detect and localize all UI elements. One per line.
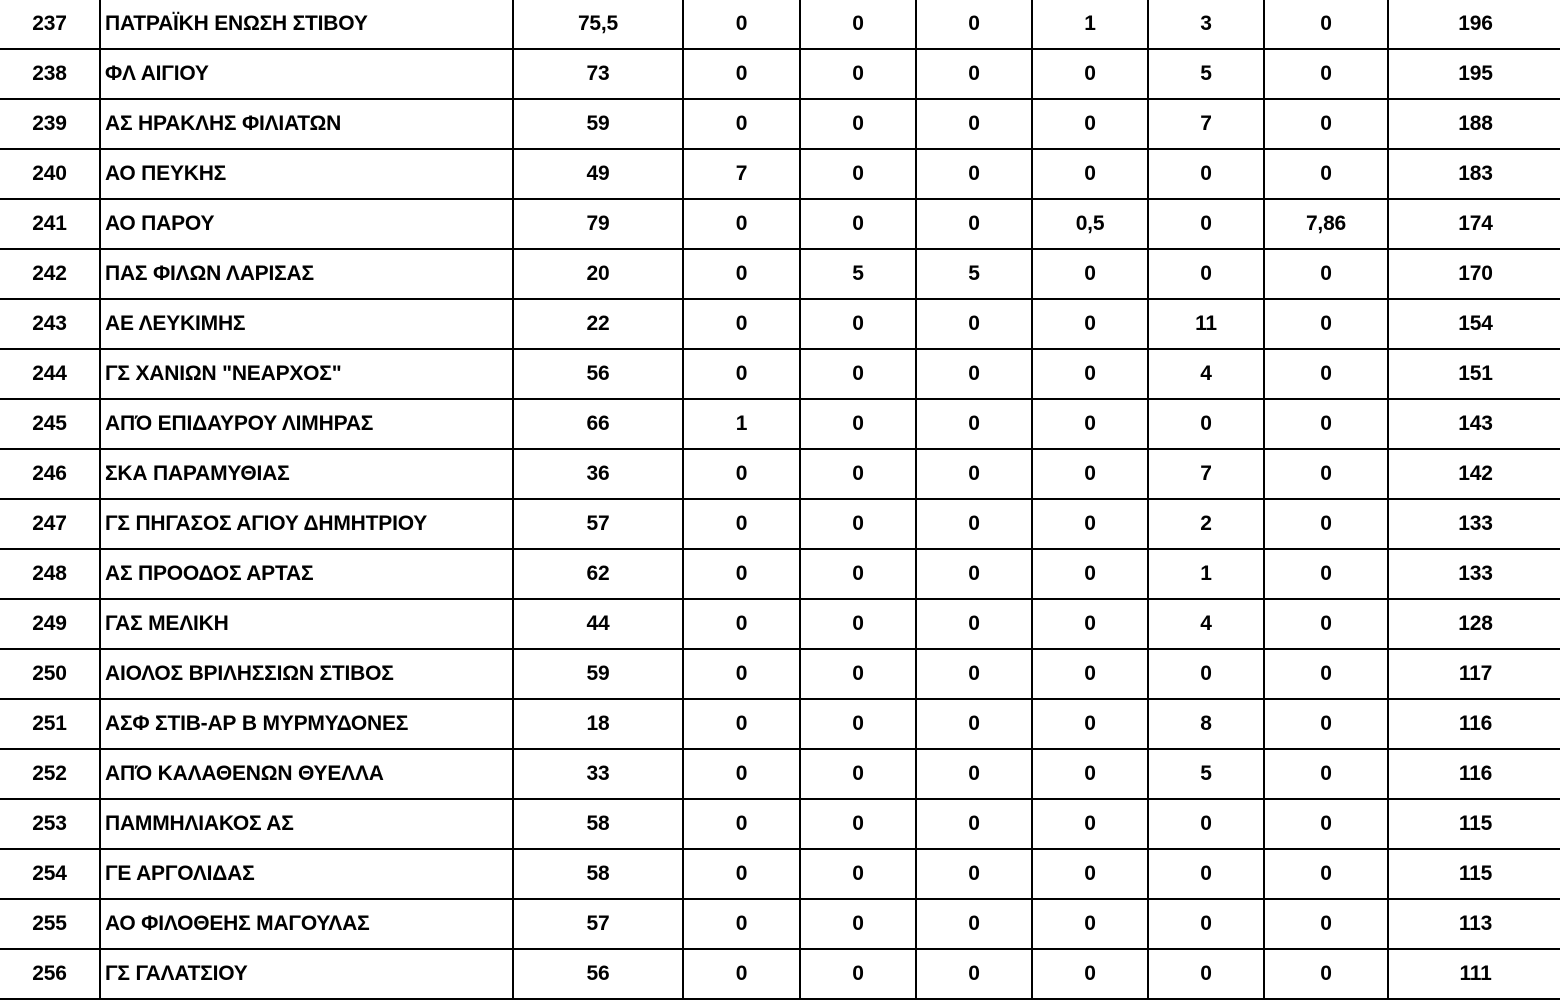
rank-cell[interactable]: 251 <box>0 699 100 749</box>
col-4-cell[interactable]: 0 <box>683 249 800 299</box>
col-9-cell[interactable]: 0 <box>1264 299 1388 349</box>
col-5-cell[interactable]: 0 <box>800 449 916 499</box>
score-cell[interactable]: 36 <box>513 449 683 499</box>
total-cell[interactable]: 151 <box>1388 349 1560 399</box>
total-cell[interactable]: 142 <box>1388 449 1560 499</box>
table-row[interactable] <box>0 0 1560 49</box>
col-6-cell[interactable]: 0 <box>916 449 1032 499</box>
score-cell[interactable]: 62 <box>513 549 683 599</box>
score-cell[interactable]: 56 <box>513 349 683 399</box>
col-6-cell[interactable]: 0 <box>916 949 1032 999</box>
total-cell[interactable]: 116 <box>1388 749 1560 799</box>
score-cell[interactable]: 66 <box>513 399 683 449</box>
total-cell[interactable]: 116 <box>1388 699 1560 749</box>
rank-cell[interactable]: 239 <box>0 99 100 149</box>
col-9-cell[interactable]: 7,86 <box>1264 199 1388 249</box>
table-row[interactable] <box>0 599 1560 649</box>
col-4-cell[interactable]: 0 <box>683 0 800 49</box>
club-name-cell[interactable]: ΠΑΤΡΑΪΚΗ ΕΝΩΣΗ ΣΤΙΒΟΥ <box>100 0 513 49</box>
col-5-cell[interactable]: 0 <box>800 299 916 349</box>
col-7-cell[interactable]: 0 <box>1032 49 1148 99</box>
col-8-cell[interactable]: 7 <box>1148 449 1264 499</box>
score-cell[interactable]: 79 <box>513 199 683 249</box>
col-5-cell[interactable]: 0 <box>800 699 916 749</box>
rank-cell[interactable]: 237 <box>0 0 100 49</box>
table-row[interactable] <box>0 49 1560 99</box>
table-row[interactable] <box>0 849 1560 899</box>
col-5-cell[interactable]: 0 <box>800 99 916 149</box>
total-cell[interactable]: 128 <box>1388 599 1560 649</box>
col-6-cell[interactable]: 0 <box>916 399 1032 449</box>
col-4-cell[interactable]: 0 <box>683 849 800 899</box>
col-4-cell[interactable]: 0 <box>683 599 800 649</box>
rank-cell[interactable]: 245 <box>0 399 100 449</box>
rank-cell[interactable]: 250 <box>0 649 100 699</box>
col-5-cell[interactable]: 0 <box>800 149 916 199</box>
rank-cell[interactable]: 242 <box>0 249 100 299</box>
col-5-cell[interactable]: 0 <box>800 399 916 449</box>
table-row[interactable] <box>0 549 1560 599</box>
col-4-cell[interactable]: 0 <box>683 299 800 349</box>
col-6-cell[interactable]: 0 <box>916 0 1032 49</box>
col-7-cell[interactable]: 0 <box>1032 149 1148 199</box>
total-cell[interactable]: 115 <box>1388 849 1560 899</box>
rank-cell[interactable]: 243 <box>0 299 100 349</box>
col-4-cell[interactable]: 0 <box>683 499 800 549</box>
club-name-cell[interactable]: ΓΣ ΓΑΛΑΤΣΙΟΥ <box>100 949 513 999</box>
club-name-cell[interactable]: ΑΟ ΠΕΥΚΗΣ <box>100 149 513 199</box>
col-9-cell[interactable]: 0 <box>1264 899 1388 949</box>
total-cell[interactable]: 174 <box>1388 199 1560 249</box>
total-cell[interactable]: 188 <box>1388 99 1560 149</box>
col-6-cell[interactable]: 0 <box>916 799 1032 849</box>
club-name-cell[interactable]: ΑΙΟΛΟΣ ΒΡΙΛΗΣΣΙΩΝ ΣΤΙΒΟΣ <box>100 649 513 699</box>
col-8-cell[interactable]: 5 <box>1148 49 1264 99</box>
score-cell[interactable]: 59 <box>513 649 683 699</box>
club-name-cell[interactable]: ΠΑΜΜΗΛΙΑΚΟΣ ΑΣ <box>100 799 513 849</box>
table-row[interactable] <box>0 349 1560 399</box>
col-7-cell[interactable]: 0 <box>1032 449 1148 499</box>
rank-cell[interactable]: 254 <box>0 849 100 899</box>
score-cell[interactable]: 58 <box>513 799 683 849</box>
col-6-cell[interactable]: 0 <box>916 549 1032 599</box>
score-cell[interactable]: 33 <box>513 749 683 799</box>
total-cell[interactable]: 170 <box>1388 249 1560 299</box>
col-6-cell[interactable]: 0 <box>916 199 1032 249</box>
col-7-cell[interactable]: 0 <box>1032 549 1148 599</box>
score-cell[interactable]: 58 <box>513 849 683 899</box>
col-8-cell[interactable]: 0 <box>1148 649 1264 699</box>
club-name-cell[interactable]: ΓΕ ΑΡΓΟΛΙΔΑΣ <box>100 849 513 899</box>
score-cell[interactable]: 57 <box>513 899 683 949</box>
col-5-cell[interactable]: 0 <box>800 649 916 699</box>
col-9-cell[interactable]: 0 <box>1264 699 1388 749</box>
score-cell[interactable]: 20 <box>513 249 683 299</box>
rank-cell[interactable]: 249 <box>0 599 100 649</box>
col-4-cell[interactable]: 0 <box>683 99 800 149</box>
col-8-cell[interactable]: 0 <box>1148 899 1264 949</box>
col-7-cell[interactable]: 0 <box>1032 299 1148 349</box>
table-row[interactable] <box>0 99 1560 149</box>
col-7-cell[interactable]: 0 <box>1032 699 1148 749</box>
col-9-cell[interactable]: 0 <box>1264 849 1388 899</box>
col-5-cell[interactable]: 0 <box>800 0 916 49</box>
col-8-cell[interactable]: 8 <box>1148 699 1264 749</box>
rank-cell[interactable]: 240 <box>0 149 100 199</box>
table-row[interactable] <box>0 649 1560 699</box>
rank-cell[interactable]: 247 <box>0 499 100 549</box>
col-9-cell[interactable]: 0 <box>1264 599 1388 649</box>
col-6-cell[interactable]: 0 <box>916 49 1032 99</box>
col-8-cell[interactable]: 0 <box>1148 249 1264 299</box>
col-6-cell[interactable]: 0 <box>916 99 1032 149</box>
col-5-cell[interactable]: 0 <box>800 499 916 549</box>
col-9-cell[interactable]: 0 <box>1264 499 1388 549</box>
total-cell[interactable]: 183 <box>1388 149 1560 199</box>
table-row[interactable] <box>0 199 1560 249</box>
rank-cell[interactable]: 244 <box>0 349 100 399</box>
col-5-cell[interactable]: 0 <box>800 599 916 649</box>
col-6-cell[interactable]: 0 <box>916 899 1032 949</box>
total-cell[interactable]: 115 <box>1388 799 1560 849</box>
col-5-cell[interactable]: 0 <box>800 349 916 399</box>
table-row[interactable] <box>0 949 1560 999</box>
table-row[interactable] <box>0 499 1560 549</box>
table-row[interactable] <box>0 399 1560 449</box>
club-name-cell[interactable]: ΑΟ ΦΙΛΟΘΕΗΣ ΜΑΓΟΥΛΑΣ <box>100 899 513 949</box>
col-7-cell[interactable]: 0 <box>1032 249 1148 299</box>
col-5-cell[interactable]: 0 <box>800 899 916 949</box>
col-8-cell[interactable]: 0 <box>1148 849 1264 899</box>
col-7-cell[interactable]: 0 <box>1032 649 1148 699</box>
rank-cell[interactable]: 256 <box>0 949 100 999</box>
col-4-cell[interactable]: 0 <box>683 899 800 949</box>
club-name-cell[interactable]: ΦΛ ΑΙΓΙΟΥ <box>100 49 513 99</box>
table-row[interactable] <box>0 699 1560 749</box>
club-name-cell[interactable]: ΑΣΦ ΣΤΙΒ-ΑΡ Β ΜΥΡΜΥΔΟΝΕΣ <box>100 699 513 749</box>
col-5-cell[interactable]: 0 <box>800 749 916 799</box>
col-6-cell[interactable]: 0 <box>916 499 1032 549</box>
col-8-cell[interactable]: 0 <box>1148 199 1264 249</box>
col-4-cell[interactable]: 0 <box>683 699 800 749</box>
club-name-cell[interactable]: ΓΣ ΠΗΓΑΣΟΣ ΑΓΙΟΥ ΔΗΜΗΤΡΙΟΥ <box>100 499 513 549</box>
col-7-cell[interactable]: 0 <box>1032 99 1148 149</box>
score-cell[interactable]: 56 <box>513 949 683 999</box>
col-7-cell[interactable]: 0 <box>1032 799 1148 849</box>
col-5-cell[interactable]: 0 <box>800 549 916 599</box>
col-6-cell[interactable]: 0 <box>916 349 1032 399</box>
club-name-cell[interactable]: ΑΣ ΗΡΑΚΛΗΣ ΦΙΛΙΑΤΩΝ <box>100 99 513 149</box>
col-4-cell[interactable]: 0 <box>683 799 800 849</box>
col-9-cell[interactable]: 0 <box>1264 49 1388 99</box>
col-8-cell[interactable]: 2 <box>1148 499 1264 549</box>
rank-cell[interactable]: 238 <box>0 49 100 99</box>
col-4-cell[interactable]: 0 <box>683 199 800 249</box>
col-6-cell[interactable]: 0 <box>916 599 1032 649</box>
total-cell[interactable]: 117 <box>1388 649 1560 699</box>
col-5-cell[interactable]: 0 <box>800 799 916 849</box>
col-6-cell[interactable]: 5 <box>916 249 1032 299</box>
col-7-cell[interactable]: 0,5 <box>1032 199 1148 249</box>
club-name-cell[interactable]: ΑΠΌ ΕΠΙΔΑΥΡΟΥ ΛΙΜΗΡΑΣ <box>100 399 513 449</box>
col-9-cell[interactable]: 0 <box>1264 399 1388 449</box>
col-6-cell[interactable]: 0 <box>916 749 1032 799</box>
col-9-cell[interactable]: 0 <box>1264 949 1388 999</box>
col-5-cell[interactable]: 0 <box>800 199 916 249</box>
table-row[interactable] <box>0 449 1560 499</box>
club-name-cell[interactable]: ΑΣ ΠΡΟΟΔΟΣ ΑΡΤΑΣ <box>100 549 513 599</box>
score-cell[interactable]: 49 <box>513 149 683 199</box>
col-7-cell[interactable]: 0 <box>1032 899 1148 949</box>
total-cell[interactable]: 196 <box>1388 0 1560 49</box>
col-8-cell[interactable]: 11 <box>1148 299 1264 349</box>
table-row[interactable] <box>0 899 1560 949</box>
club-name-cell[interactable]: ΑΟ ΠΑΡΟΥ <box>100 199 513 249</box>
score-cell[interactable]: 22 <box>513 299 683 349</box>
col-4-cell[interactable]: 0 <box>683 349 800 399</box>
col-8-cell[interactable]: 0 <box>1148 399 1264 449</box>
col-9-cell[interactable]: 0 <box>1264 649 1388 699</box>
col-5-cell[interactable]: 0 <box>800 849 916 899</box>
col-9-cell[interactable]: 0 <box>1264 799 1388 849</box>
col-7-cell[interactable]: 0 <box>1032 399 1148 449</box>
col-7-cell[interactable]: 0 <box>1032 599 1148 649</box>
club-name-cell[interactable]: ΣΚΑ ΠΑΡΑΜΥΘΙΑΣ <box>100 449 513 499</box>
col-6-cell[interactable]: 0 <box>916 299 1032 349</box>
col-7-cell[interactable]: 0 <box>1032 499 1148 549</box>
col-8-cell[interactable]: 0 <box>1148 949 1264 999</box>
col-4-cell[interactable]: 0 <box>683 949 800 999</box>
total-cell[interactable]: 195 <box>1388 49 1560 99</box>
col-8-cell[interactable]: 7 <box>1148 99 1264 149</box>
col-8-cell[interactable]: 1 <box>1148 549 1264 599</box>
club-name-cell[interactable]: ΑΠΌ ΚΑΛΑΘΕΝΩΝ ΘΥΕΛΛΑ <box>100 749 513 799</box>
table-row[interactable] <box>0 149 1560 199</box>
col-8-cell[interactable]: 4 <box>1148 599 1264 649</box>
col-8-cell[interactable]: 4 <box>1148 349 1264 399</box>
col-9-cell[interactable]: 0 <box>1264 149 1388 199</box>
rank-cell[interactable]: 246 <box>0 449 100 499</box>
table-row[interactable] <box>0 249 1560 299</box>
col-6-cell[interactable]: 0 <box>916 699 1032 749</box>
col-4-cell[interactable]: 0 <box>683 649 800 699</box>
table-row[interactable] <box>0 749 1560 799</box>
total-cell[interactable]: 133 <box>1388 499 1560 549</box>
table-row[interactable] <box>0 299 1560 349</box>
col-9-cell[interactable]: 0 <box>1264 349 1388 399</box>
col-7-cell[interactable]: 0 <box>1032 949 1148 999</box>
total-cell[interactable]: 111 <box>1388 949 1560 999</box>
table-row[interactable] <box>0 799 1560 849</box>
score-cell[interactable]: 75,5 <box>513 0 683 49</box>
club-name-cell[interactable]: ΓΑΣ ΜΕΛΙΚΗ <box>100 599 513 649</box>
rank-cell[interactable]: 248 <box>0 549 100 599</box>
col-7-cell[interactable]: 1 <box>1032 0 1148 49</box>
col-9-cell[interactable]: 0 <box>1264 749 1388 799</box>
col-9-cell[interactable]: 0 <box>1264 0 1388 49</box>
col-5-cell[interactable]: 0 <box>800 949 916 999</box>
col-8-cell[interactable]: 0 <box>1148 799 1264 849</box>
club-name-cell[interactable]: ΑΕ ΛΕΥΚΙΜΗΣ <box>100 299 513 349</box>
rank-cell[interactable]: 253 <box>0 799 100 849</box>
col-8-cell[interactable]: 0 <box>1148 149 1264 199</box>
col-7-cell[interactable]: 0 <box>1032 349 1148 399</box>
col-9-cell[interactable]: 0 <box>1264 549 1388 599</box>
rank-cell[interactable]: 241 <box>0 199 100 249</box>
col-7-cell[interactable]: 0 <box>1032 849 1148 899</box>
col-9-cell[interactable]: 0 <box>1264 249 1388 299</box>
club-name-cell[interactable]: ΓΣ ΧΑΝΙΩΝ "ΝΕΑΡΧΟΣ" <box>100 349 513 399</box>
col-9-cell[interactable]: 0 <box>1264 449 1388 499</box>
score-cell[interactable]: 57 <box>513 499 683 549</box>
score-cell[interactable]: 18 <box>513 699 683 749</box>
score-cell[interactable]: 44 <box>513 599 683 649</box>
col-8-cell[interactable]: 3 <box>1148 0 1264 49</box>
rank-cell[interactable]: 252 <box>0 749 100 799</box>
total-cell[interactable]: 143 <box>1388 399 1560 449</box>
col-4-cell[interactable]: 1 <box>683 399 800 449</box>
col-9-cell[interactable]: 0 <box>1264 99 1388 149</box>
col-4-cell[interactable]: 0 <box>683 449 800 499</box>
total-cell[interactable]: 113 <box>1388 899 1560 949</box>
total-cell[interactable]: 133 <box>1388 549 1560 599</box>
col-4-cell[interactable]: 0 <box>683 749 800 799</box>
col-4-cell[interactable]: 7 <box>683 149 800 199</box>
col-4-cell[interactable]: 0 <box>683 49 800 99</box>
col-5-cell[interactable]: 5 <box>800 249 916 299</box>
col-7-cell[interactable]: 0 <box>1032 749 1148 799</box>
col-6-cell[interactable]: 0 <box>916 149 1032 199</box>
club-name-cell[interactable]: ΠΑΣ ΦΙΛΩΝ ΛΑΡΙΣΑΣ <box>100 249 513 299</box>
score-cell[interactable]: 59 <box>513 99 683 149</box>
rank-cell[interactable]: 255 <box>0 899 100 949</box>
score-cell[interactable]: 73 <box>513 49 683 99</box>
col-5-cell[interactable]: 0 <box>800 49 916 99</box>
col-4-cell[interactable]: 0 <box>683 549 800 599</box>
col-6-cell[interactable]: 0 <box>916 649 1032 699</box>
total-cell[interactable]: 154 <box>1388 299 1560 349</box>
col-6-cell[interactable]: 0 <box>916 849 1032 899</box>
col-8-cell[interactable]: 5 <box>1148 749 1264 799</box>
